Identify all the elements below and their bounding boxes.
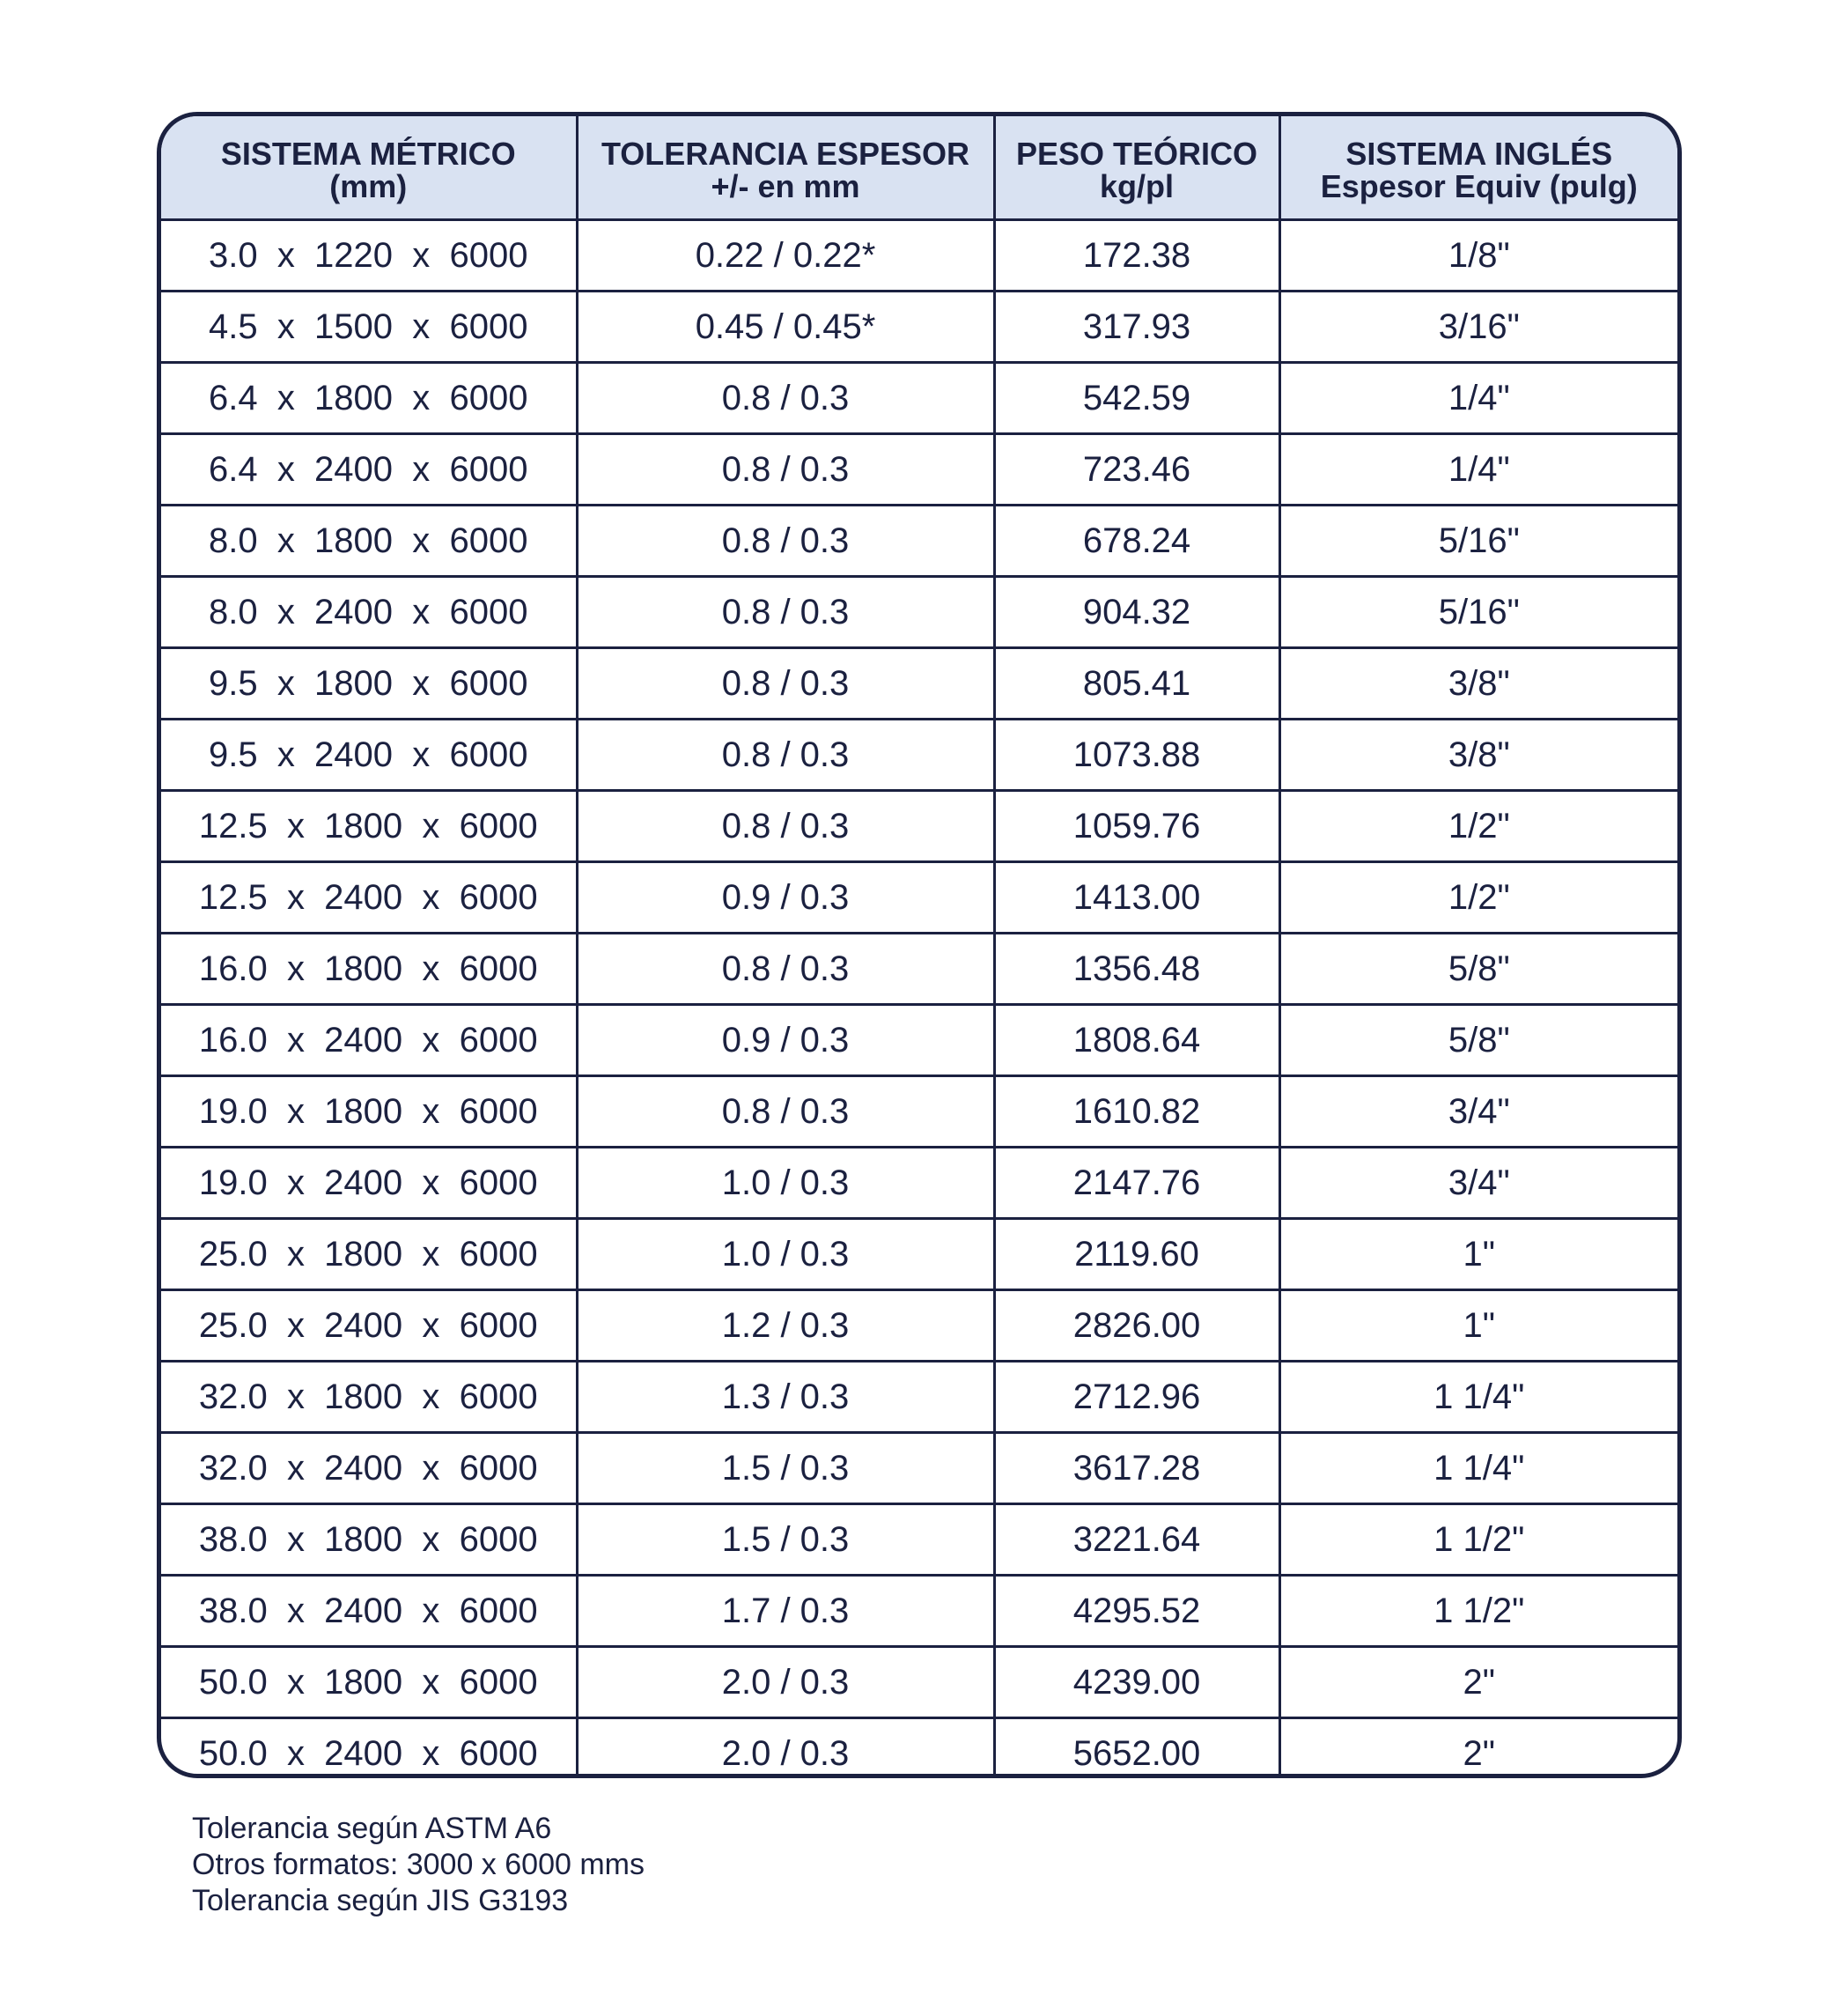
table-row (161, 1148, 1677, 1219)
cell-tolerance: 0.8 / 0.3 (577, 648, 994, 720)
table-row (161, 648, 1677, 720)
cell-metric-dimensions: 8.0 x 2400 x 6000 (161, 577, 577, 648)
cell-metric-dimensions: 19.0 x 2400 x 6000 (161, 1148, 577, 1219)
cell-metric-dimensions: 25.0 x 1800 x 6000 (161, 1219, 577, 1290)
cell-imperial-thickness: 5/16" (1279, 577, 1677, 648)
table-row (161, 577, 1677, 648)
cell-imperial-thickness: 1/8" (1279, 220, 1677, 292)
cell-imperial-thickness: 2" (1279, 1718, 1677, 1779)
cell-weight: 1610.82 (994, 1076, 1279, 1148)
header-thickness-tolerance: TOLERANCIA ESPESOR +/- en mm (577, 116, 994, 220)
cell-weight: 542.59 (994, 363, 1279, 434)
table-row (161, 1504, 1677, 1576)
cell-metric-dimensions: 50.0 x 1800 x 6000 (161, 1647, 577, 1718)
cell-weight: 3221.64 (994, 1504, 1279, 1576)
cell-weight: 2119.60 (994, 1219, 1279, 1290)
cell-imperial-thickness: 1 1/2" (1279, 1576, 1677, 1647)
cell-metric-dimensions: 8.0 x 1800 x 6000 (161, 506, 577, 577)
cell-weight: 4239.00 (994, 1647, 1279, 1718)
table-row (161, 363, 1677, 434)
cell-metric-dimensions: 38.0 x 2400 x 6000 (161, 1576, 577, 1647)
cell-metric-dimensions: 12.5 x 1800 x 6000 (161, 791, 577, 862)
cell-metric-dimensions: 9.5 x 1800 x 6000 (161, 648, 577, 720)
cell-metric-dimensions: 6.4 x 2400 x 6000 (161, 434, 577, 506)
cell-weight: 172.38 (994, 220, 1279, 292)
specifications-table-container (157, 112, 1682, 1778)
cell-tolerance: 1.7 / 0.3 (577, 1576, 994, 1647)
cell-tolerance: 2.0 / 0.3 (577, 1718, 994, 1779)
cell-metric-dimensions: 9.5 x 2400 x 6000 (161, 720, 577, 791)
cell-weight: 904.32 (994, 577, 1279, 648)
table-row (161, 1718, 1677, 1779)
cell-weight: 1413.00 (994, 862, 1279, 934)
cell-tolerance: 1.3 / 0.3 (577, 1362, 994, 1433)
cell-weight: 2147.76 (994, 1148, 1279, 1219)
cell-metric-dimensions: 3.0 x 1220 x 6000 (161, 220, 577, 292)
table-body (161, 220, 1677, 1779)
table-row (161, 220, 1677, 292)
footnote-formats: Otros formatos: 3000 x 6000 mms (192, 1848, 645, 1881)
cell-tolerance: 0.9 / 0.3 (577, 1005, 994, 1076)
cell-metric-dimensions: 38.0 x 1800 x 6000 (161, 1504, 577, 1576)
cell-imperial-thickness: 1/2" (1279, 862, 1677, 934)
cell-imperial-thickness: 5/8" (1279, 1005, 1677, 1076)
cell-tolerance: 1.5 / 0.3 (577, 1433, 994, 1504)
cell-imperial-thickness: 1 1/4" (1279, 1433, 1677, 1504)
cell-weight: 2712.96 (994, 1362, 1279, 1433)
table-row (161, 434, 1677, 506)
cell-imperial-thickness: 1 1/4" (1279, 1362, 1677, 1433)
table-row (161, 862, 1677, 934)
cell-imperial-thickness: 1 1/2" (1279, 1504, 1677, 1576)
table-header-row (161, 116, 1677, 220)
cell-weight: 3617.28 (994, 1433, 1279, 1504)
cell-metric-dimensions: 32.0 x 1800 x 6000 (161, 1362, 577, 1433)
table-row (161, 934, 1677, 1005)
table-row (161, 1576, 1677, 1647)
footnote-astm: Tolerancia según ASTM A6 (192, 1812, 552, 1845)
cell-weight: 1073.88 (994, 720, 1279, 791)
cell-imperial-thickness: 1" (1279, 1290, 1677, 1362)
cell-tolerance: 0.8 / 0.3 (577, 363, 994, 434)
cell-weight: 5652.00 (994, 1718, 1279, 1779)
cell-tolerance: 2.0 / 0.3 (577, 1647, 994, 1718)
cell-metric-dimensions: 32.0 x 2400 x 6000 (161, 1433, 577, 1504)
table-row (161, 1647, 1677, 1718)
cell-imperial-thickness: 2" (1279, 1647, 1677, 1718)
cell-tolerance: 0.9 / 0.3 (577, 862, 994, 934)
cell-imperial-thickness: 1/4" (1279, 434, 1677, 506)
footnotes (192, 1811, 645, 1919)
footnote-jis: Tolerancia según JIS G3193 (192, 1884, 569, 1917)
cell-tolerance: 0.8 / 0.3 (577, 720, 994, 791)
cell-metric-dimensions: 4.5 x 1500 x 6000 (161, 292, 577, 363)
cell-imperial-thickness: 3/8" (1279, 648, 1677, 720)
table-row (161, 1219, 1677, 1290)
cell-tolerance: 0.8 / 0.3 (577, 791, 994, 862)
cell-imperial-thickness: 3/4" (1279, 1076, 1677, 1148)
cell-metric-dimensions: 25.0 x 2400 x 6000 (161, 1290, 577, 1362)
cell-tolerance: 0.22 / 0.22* (577, 220, 994, 292)
cell-tolerance: 0.8 / 0.3 (577, 506, 994, 577)
plate-specifications-table (161, 116, 1677, 1778)
header-theoretical-weight: PESO TEÓRICO kg/pl (994, 116, 1279, 220)
cell-metric-dimensions: 19.0 x 1800 x 6000 (161, 1076, 577, 1148)
cell-weight: 2826.00 (994, 1290, 1279, 1362)
cell-imperial-thickness: 1/2" (1279, 791, 1677, 862)
cell-weight: 1356.48 (994, 934, 1279, 1005)
table-row (161, 791, 1677, 862)
cell-metric-dimensions: 16.0 x 2400 x 6000 (161, 1005, 577, 1076)
cell-imperial-thickness: 5/16" (1279, 506, 1677, 577)
cell-weight: 317.93 (994, 292, 1279, 363)
cell-tolerance: 1.0 / 0.3 (577, 1219, 994, 1290)
cell-imperial-thickness: 3/8" (1279, 720, 1677, 791)
header-imperial-system: SISTEMA INGLÉS Espesor Equiv (pulg) (1279, 116, 1677, 220)
table-row (161, 1076, 1677, 1148)
cell-tolerance: 0.8 / 0.3 (577, 434, 994, 506)
table-row (161, 1433, 1677, 1504)
cell-imperial-thickness: 3/4" (1279, 1148, 1677, 1219)
cell-tolerance: 0.8 / 0.3 (577, 577, 994, 648)
table-row (161, 1290, 1677, 1362)
cell-imperial-thickness: 1/4" (1279, 363, 1677, 434)
cell-metric-dimensions: 50.0 x 2400 x 6000 (161, 1718, 577, 1779)
cell-tolerance: 0.8 / 0.3 (577, 934, 994, 1005)
cell-tolerance: 0.45 / 0.45* (577, 292, 994, 363)
cell-weight: 1059.76 (994, 791, 1279, 862)
cell-weight: 678.24 (994, 506, 1279, 577)
table-row (161, 720, 1677, 791)
table-row (161, 1005, 1677, 1076)
cell-tolerance: 1.0 / 0.3 (577, 1148, 994, 1219)
cell-weight: 4295.52 (994, 1576, 1279, 1647)
cell-weight: 723.46 (994, 434, 1279, 506)
cell-imperial-thickness: 1" (1279, 1219, 1677, 1290)
table-row (161, 1362, 1677, 1433)
table-row (161, 506, 1677, 577)
header-metric-system: SISTEMA MÉTRICO (mm) (161, 116, 577, 220)
cell-metric-dimensions: 16.0 x 1800 x 6000 (161, 934, 577, 1005)
cell-tolerance: 0.8 / 0.3 (577, 1076, 994, 1148)
cell-imperial-thickness: 5/8" (1279, 934, 1677, 1005)
table-row (161, 292, 1677, 363)
cell-metric-dimensions: 12.5 x 2400 x 6000 (161, 862, 577, 934)
cell-imperial-thickness: 3/16" (1279, 292, 1677, 363)
cell-tolerance: 1.5 / 0.3 (577, 1504, 994, 1576)
cell-weight: 805.41 (994, 648, 1279, 720)
cell-weight: 1808.64 (994, 1005, 1279, 1076)
cell-tolerance: 1.2 / 0.3 (577, 1290, 994, 1362)
cell-metric-dimensions: 6.4 x 1800 x 6000 (161, 363, 577, 434)
